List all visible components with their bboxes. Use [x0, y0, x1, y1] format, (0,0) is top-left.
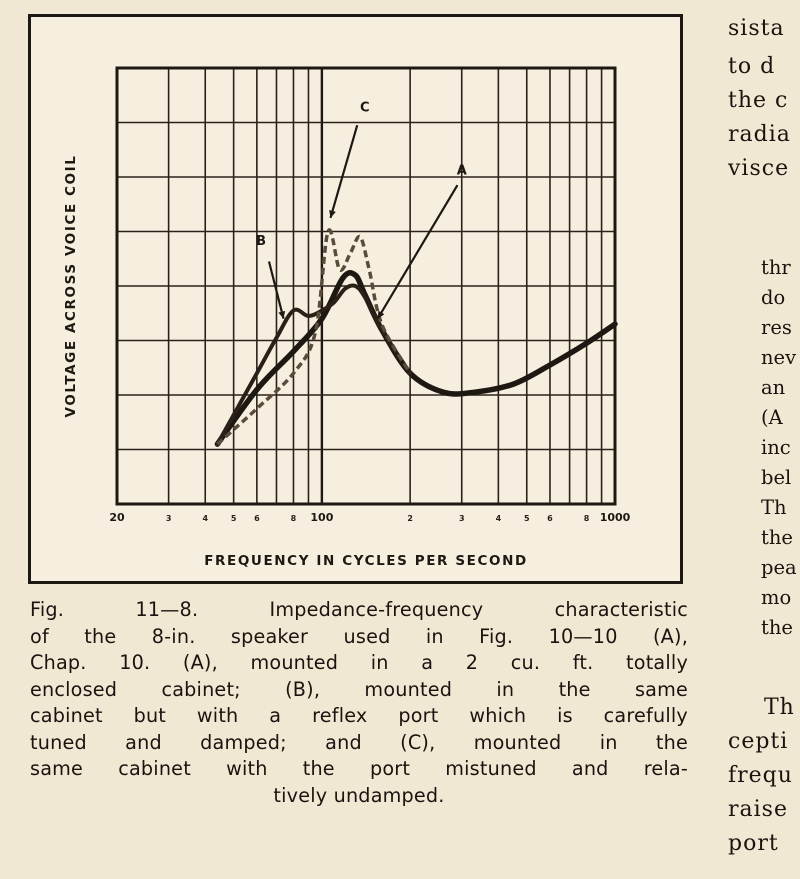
- body-text-column: [728, 14, 800, 879]
- caption-line: cabinet but with a reflex port which is carefully: [30, 704, 688, 727]
- x-tick-label: 5: [523, 514, 530, 523]
- x-tick-label: 2: [407, 514, 413, 523]
- body-text-line: thr: [761, 256, 791, 279]
- x-tick-label: 4: [202, 514, 209, 523]
- x-tick-label: 100: [310, 511, 334, 524]
- y-axis-label: VOLTAGE ACROSS VOICE COIL: [63, 154, 79, 418]
- curve-label-c: C: [359, 100, 370, 116]
- curve-label-b: B: [256, 234, 266, 250]
- caption-line: same cabinet with the port mistuned and rela-: [30, 757, 688, 780]
- label-a-leader: [378, 185, 458, 319]
- body-text-line: pea: [761, 556, 797, 579]
- x-tick-label: 6: [547, 514, 553, 523]
- x-tick-label: 1000: [599, 511, 631, 524]
- x-tick-label: 8: [583, 514, 590, 523]
- figure-frame: [28, 14, 683, 584]
- body-text-line: res: [761, 316, 792, 339]
- curve-label-a: A: [456, 163, 467, 179]
- body-text-line: cepti: [728, 729, 789, 754]
- body-text-line: to d: [728, 54, 776, 79]
- figure-caption: [30, 597, 688, 809]
- x-axis-label: FREQUENCY IN CYCLES PER SECOND: [204, 553, 528, 569]
- x-tick-label: 4: [495, 514, 502, 523]
- body-text-line: the: [761, 526, 793, 549]
- body-text-line: the: [761, 616, 793, 639]
- body-text-line: raise: [728, 797, 788, 822]
- x-tick-label: 5: [230, 514, 237, 523]
- caption-line: enclosed cabinet; (B), mounted in the same: [30, 677, 688, 701]
- body-text-line: sista: [728, 16, 785, 41]
- body-text-line: (A: [761, 406, 783, 429]
- caption-line: tively undamped.: [273, 783, 445, 807]
- impedance-chart: [31, 17, 680, 581]
- body-text-line: the c: [728, 88, 789, 113]
- body-text-line: frequ: [728, 763, 793, 788]
- caption-line: Fig. 11—8. Impedance-frequency characteristic: [30, 598, 688, 621]
- caption-line: tuned and damped; and (C), mounted in the: [30, 730, 688, 754]
- body-text-line: port: [728, 831, 779, 856]
- caption-line: of the 8-in. speaker used in Fig. 10—10 (A),: [30, 624, 688, 648]
- body-text-line: bel: [761, 466, 792, 489]
- body-text-line: inc: [761, 436, 791, 459]
- chart-grid: [117, 68, 615, 504]
- x-tick-label: 20: [109, 511, 125, 524]
- series-c-line: [217, 230, 410, 444]
- body-text-line: Th: [764, 695, 795, 720]
- body-text-line: nev: [761, 346, 797, 369]
- body-text-line: Th: [761, 496, 787, 519]
- body-text-line: radia: [728, 122, 791, 147]
- x-tick-label: 8: [290, 514, 297, 523]
- body-text-line: mo: [761, 586, 792, 609]
- caption-line: Chap. 10. (A), mounted in a 2 cu. ft. totally: [30, 651, 688, 674]
- body-text-line: an: [761, 376, 786, 399]
- x-tick-label: 6: [254, 514, 260, 523]
- chart-tick-labels: [109, 511, 630, 524]
- body-text-line: do: [761, 286, 786, 309]
- x-tick-label: 3: [165, 514, 172, 523]
- label-c-leader: [330, 125, 357, 218]
- body-text-line: visce: [728, 156, 790, 181]
- x-tick-label: 3: [458, 514, 465, 523]
